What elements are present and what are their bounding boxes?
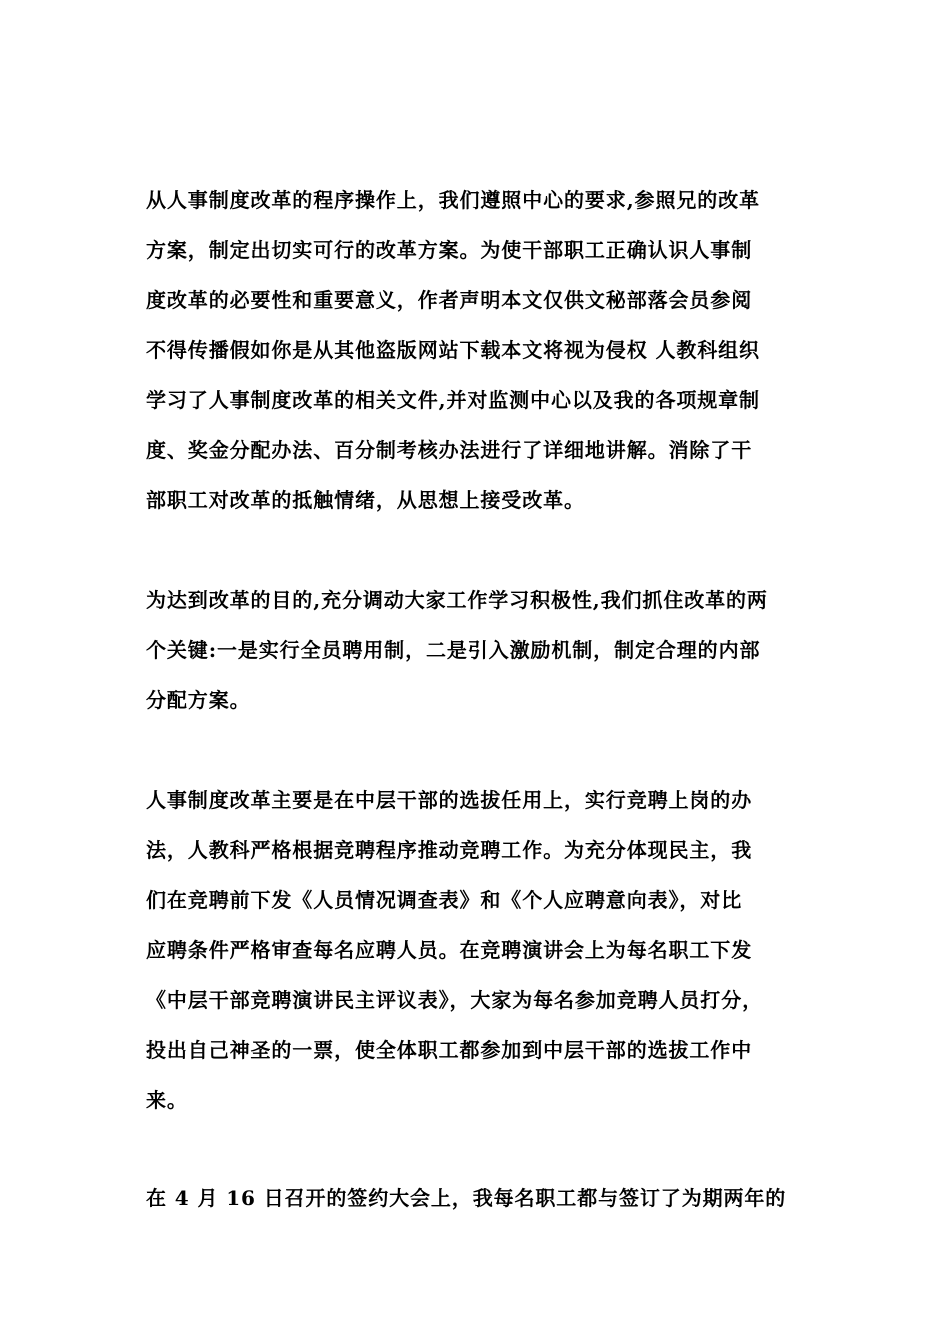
text-line: 投出自己神圣的一票，使全体职工都参加到中层干部的选拔工作中 xyxy=(146,1038,753,1062)
text-line: 分配方案。 xyxy=(146,688,251,712)
text-line: 人事制度改革主要是在中层干部的选拔任用上，实行竞聘上岗的办 xyxy=(146,788,753,812)
text-line: 从人事制度改革的程序操作上，我们遵照中心的要求,参照兄的改革 xyxy=(146,188,760,212)
text-line: 不得传播假如你是从其他盗版网站下载本文将视为侵权 人教科组织 xyxy=(146,338,760,362)
text-line: 为达到改革的目的,充分调动大家工作学习积极性,我们抓住改革的两 xyxy=(146,588,768,612)
text-line: 度、奖金分配办法、百分制考核办法进行了详细地讲解。消除了干 xyxy=(146,438,753,462)
text-line: 法，人教科严格根据竞聘程序推动竞聘工作。为充分体现民主，我 xyxy=(146,838,753,862)
text-line: 方案，制定出切实可行的改革方案。为使干部职工正确认识人事制 xyxy=(146,238,753,262)
text-line: 《中层干部竞聘演讲民主评议表》，大家为每名参加竞聘人员打分， xyxy=(146,988,763,1012)
text-line: 个关键:一是实行全员聘用制，二是引入激励机制，制定合理的内部 xyxy=(146,638,761,662)
text-line: 应聘条件严格审查每名应聘人员。在竞聘演讲会上为每名职工下发 xyxy=(146,938,753,962)
text-line: 在 4 月 16 日召开的签约大会上，我每名职工都与签订了为期两年的 xyxy=(146,1186,787,1210)
text-line: 部职工对改革的抵触情绪，从思想上接受改革。 xyxy=(146,488,585,512)
text-line: 们在竞聘前下发《人员情况调查表》和《个人应聘意向表》，对比 xyxy=(146,888,743,912)
text-line: 度改革的必要性和重要意义，作者声明本文仅供文秘部落会员参阅 xyxy=(146,288,753,312)
text-line: 学习了人事制度改革的相关文件,并对监测中心以及我的各项规章制 xyxy=(146,388,760,412)
text-line: 来。 xyxy=(146,1088,188,1112)
